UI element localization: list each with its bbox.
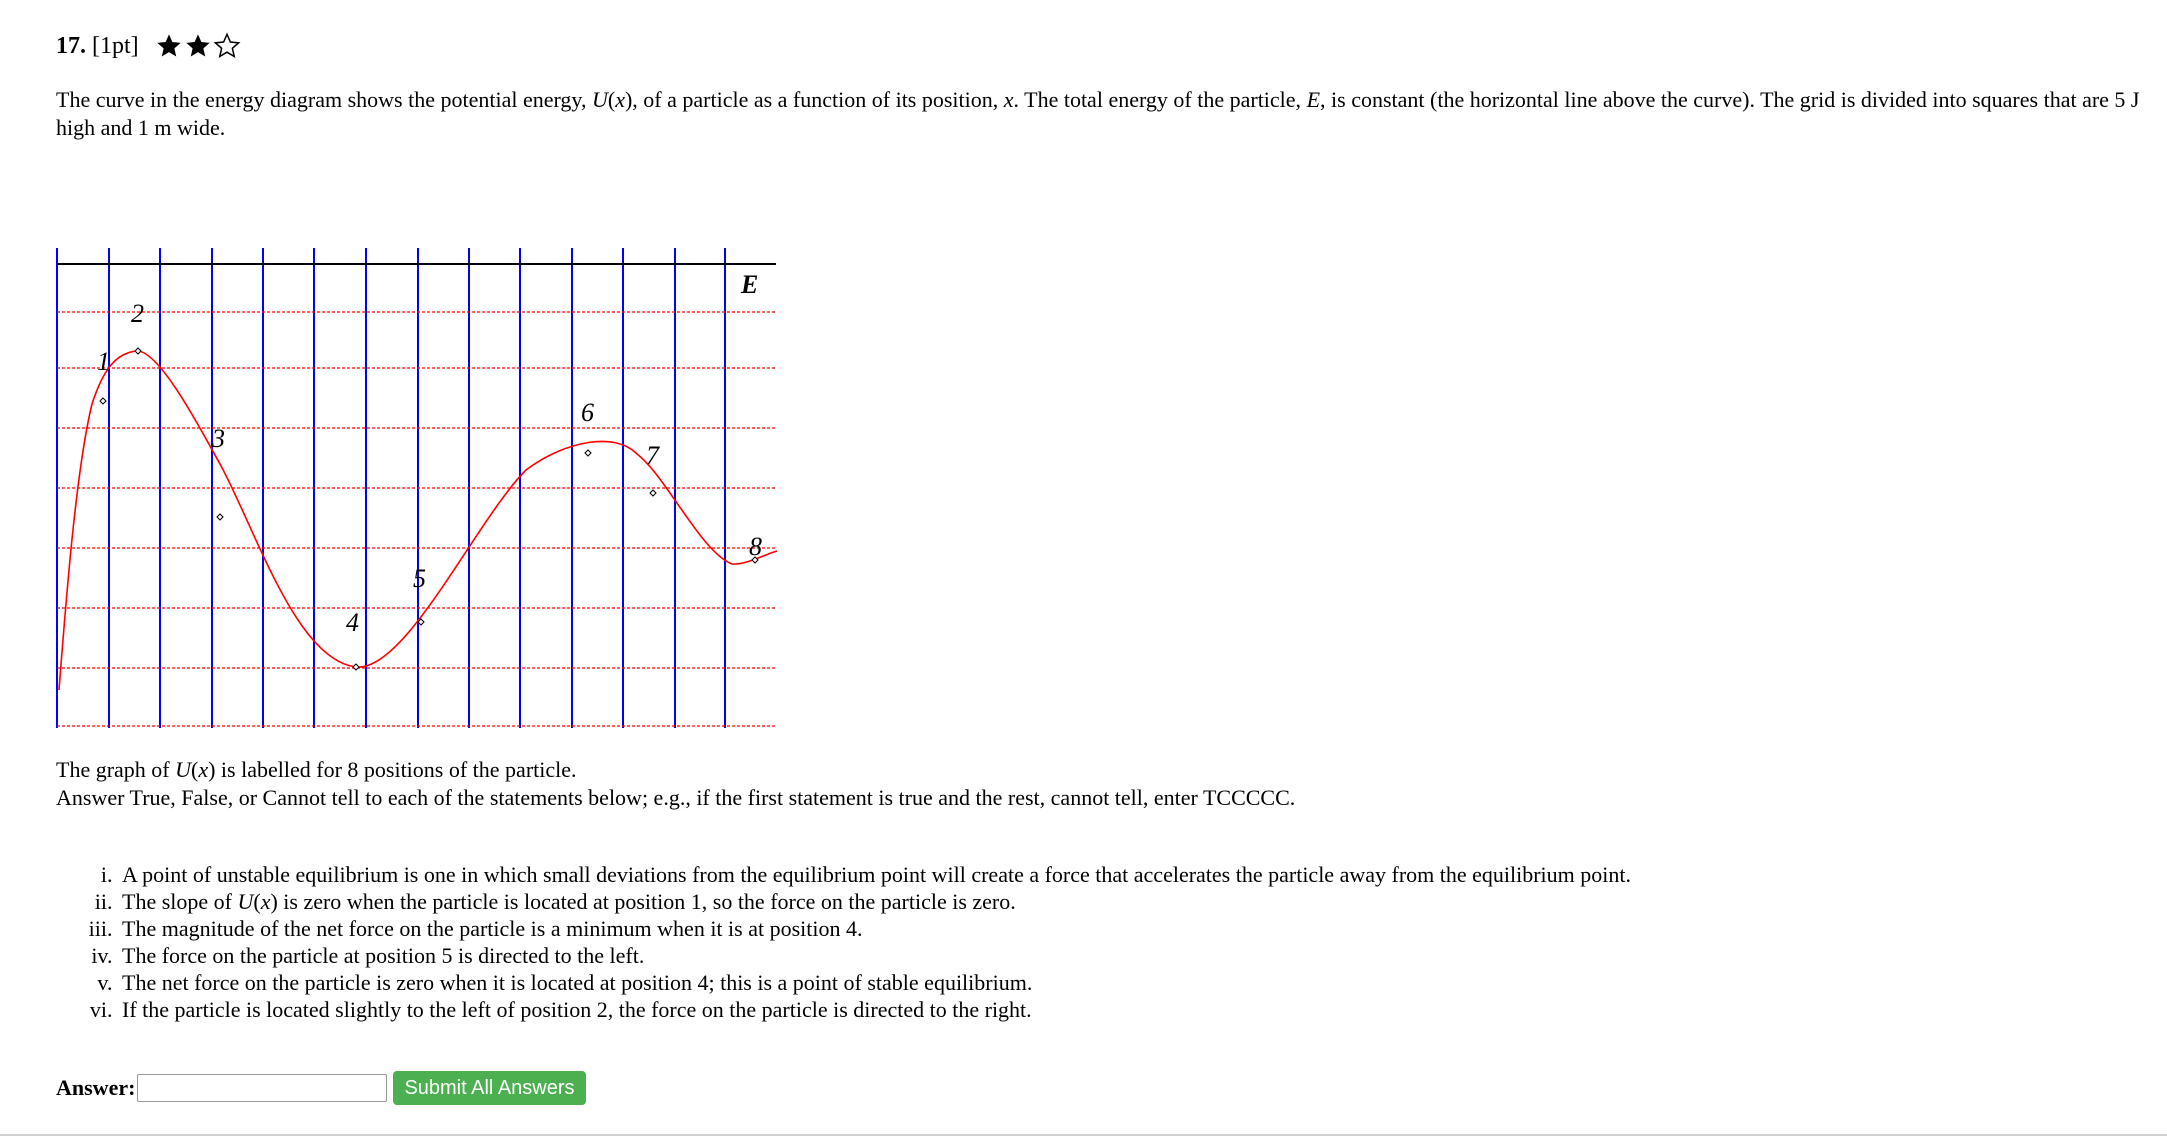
energy-diagram <box>56 220 782 730</box>
instructions: Answer True, False, or Cannot tell to each of the statements below; e.g., if the first statement is true and the rest, cannot tell, enter TCCCCC. <box>56 785 1296 810</box>
graph-symbol-x: x <box>198 757 209 782</box>
answer-label: Answer: <box>56 1075 136 1100</box>
statement-symbol-x: x <box>260 889 271 914</box>
graph-text: ) is labelled for 8 positions of the particle. <box>208 757 577 782</box>
marker-position-4 <box>353 664 359 670</box>
problem-header <box>56 26 2146 66</box>
problem-intro <box>56 86 2146 142</box>
intro-text: , is constant (the horizontal line above the curve). The grid is divided into squares that are 5 J high and 1 m wide. <box>56 87 2140 140</box>
position-label-3: 3 <box>212 424 225 453</box>
intro-symbol-e: E <box>1306 87 1321 112</box>
intro-text: ), of a particle as a function of its position, <box>624 87 1004 112</box>
position-label-2: 2 <box>131 299 144 328</box>
intro-text: ( <box>607 87 616 112</box>
intro-text: The curve in the energy diagram shows the potential energy, <box>56 87 592 112</box>
intro-symbol-x: x <box>1003 87 1014 112</box>
submit-all-answers-button[interactable]: Submit All Answers <box>393 1071 585 1105</box>
answer-row <box>56 1071 586 1105</box>
star-outline-icon <box>213 32 241 60</box>
statement-ii <box>118 888 1631 915</box>
statement-iv: iv. The force on the particle at position 5 is directed to the left. <box>118 942 1631 969</box>
statement-symbol-u: U <box>237 889 254 914</box>
problem-container <box>56 26 2146 1100</box>
statement-text: The slope of <box>122 889 238 914</box>
energy-label: E <box>741 270 759 299</box>
answer-input[interactable] <box>137 1074 387 1102</box>
intro-text: . The total energy of the particle, <box>1013 87 1307 112</box>
marker-position-6 <box>585 450 591 456</box>
marker-position-3 <box>217 514 223 520</box>
bottom-divider <box>0 1134 2167 1136</box>
statement-list <box>118 861 1631 1023</box>
marker-position-1 <box>100 398 106 404</box>
statement-text: ) is zero when the particle is located at position 1, so the force on the particle is zero. <box>270 889 1016 914</box>
graph-text: ( <box>191 757 199 782</box>
position-label-7: 7 <box>646 441 659 470</box>
star-filled-icon <box>184 32 212 60</box>
graph-description <box>56 756 1295 812</box>
marker-position-2 <box>135 348 141 354</box>
statement-vi: vi. If the particle is located slightly to the left of position 2, the force on the particle is directed to the right. <box>118 996 1631 1023</box>
position-label-6: 6 <box>581 398 594 427</box>
star-filled-icon <box>155 32 183 60</box>
statement-text: ( <box>253 889 261 914</box>
graph-symbol-u: U <box>175 757 192 782</box>
position-label-5: 5 <box>413 564 426 593</box>
graph-description-line-1 <box>56 756 1295 784</box>
problem-points: [1pt] <box>92 32 139 59</box>
problem-number: 17. <box>56 32 86 59</box>
statement-v: v. The net force on the particle is zero when it is located at position 4; this is a point of stable equilibrium. <box>118 969 1631 996</box>
difficulty-rating <box>155 32 241 60</box>
position-label-8: 8 <box>749 532 762 561</box>
statement-iii: iii. The magnitude of the net force on the particle is a minimum when it is at position 4. <box>118 915 1631 942</box>
position-label-4: 4 <box>346 608 359 637</box>
marker-position-7 <box>650 490 656 496</box>
statement-i: i. A point of unstable equilibrium is one in which small deviations from the equilibrium point will create a force that accelerates the particle away from the equilibrium point. <box>118 861 1631 888</box>
intro-symbol-x: x <box>615 87 625 112</box>
graph-text: The graph of <box>56 757 176 782</box>
position-markers <box>100 348 758 670</box>
intro-symbol-u: U <box>591 87 608 112</box>
position-label-1: 1 <box>97 347 110 376</box>
